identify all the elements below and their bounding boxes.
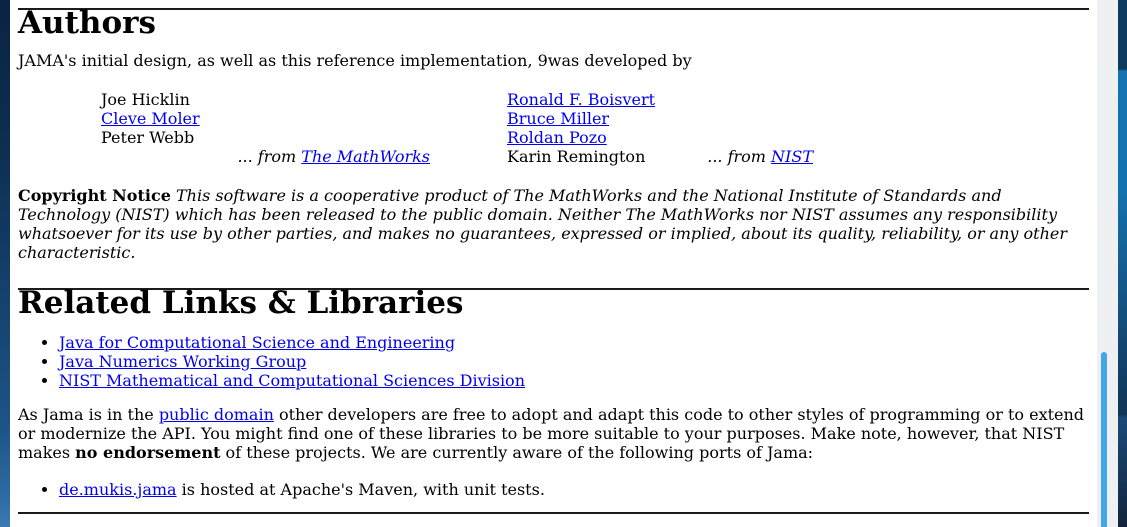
paragraph-line — [18, 443, 1089, 462]
author-karin-remington: Karin Remington — [507, 147, 646, 166]
copyright-line — [18, 243, 1089, 262]
paragraph-text: other developers are free to adopt and adapt this code to other styles of programming or to extend — [273, 405, 1085, 424]
paragraph-line — [18, 405, 1089, 424]
no-endorsement-emphasis: no endorsement — [75, 443, 221, 462]
table-spacer — [705, 109, 813, 128]
ports-paragraph — [18, 405, 1089, 462]
copyright-line — [18, 224, 1089, 243]
copyright-text: whatsoever for its use by other parties, and makes no guarantees, expressed or implied, about its quality, reliability, or any other — [18, 224, 1068, 243]
table-spacer — [430, 109, 507, 128]
paragraph-text: of these projects. We are currently aware of the following ports of Jama: — [220, 443, 814, 462]
authors-intro-paragraph: JAMA's initial design, as well as this reference implementation, 9was developed by — [18, 51, 692, 70]
author-peter-webb: Peter Webb — [101, 128, 195, 147]
paragraph-text: or modernize the API. You might find one of these libraries to be more suitable to your purposes. Make note, however, that NIST — [18, 424, 1065, 443]
port-description: is hosted at Apache's Maven, with unit tests. — [176, 480, 545, 499]
desktop-background-left — [0, 0, 10, 527]
copyright-line — [18, 205, 1089, 224]
list-item — [59, 352, 1089, 371]
link-roldan-pozo[interactable]: Roldan Pozo — [507, 128, 607, 147]
authors-heading: Authors — [18, 5, 156, 41]
copyright-text: characteristic. — [18, 243, 136, 262]
link-public-domain[interactable]: public domain — [158, 405, 274, 424]
copyright-line — [18, 186, 1089, 205]
link-de-mukis-jama[interactable]: de.mukis.jama — [59, 480, 177, 499]
link-cleve-moler[interactable]: Cleve Moler — [101, 109, 200, 128]
related-links-heading: Related Links & Libraries — [18, 285, 464, 321]
table-spacer — [705, 90, 813, 109]
link-nist[interactable]: NIST — [771, 147, 813, 166]
paragraph-text: As Jama is in the — [18, 405, 159, 424]
list-item — [59, 333, 1089, 352]
ports-list — [18, 480, 1089, 499]
horizontal-rule-bottom — [18, 512, 1089, 514]
link-bruce-miller[interactable]: Bruce Miller — [507, 109, 610, 128]
desktop-background-right — [1118, 0, 1127, 527]
author-joe-hicklin: Joe Hicklin — [101, 90, 190, 109]
page-content — [18, 5, 1089, 514]
link-ronald-f-boisvert[interactable]: Ronald F. Boisvert — [507, 90, 656, 109]
link-java-numerics-working-group[interactable]: Java Numerics Working Group — [59, 352, 307, 371]
link-java-computational-science[interactable]: Java for Computational Science and Engineering — [59, 333, 456, 352]
authors-table — [101, 90, 1089, 166]
related-links-list — [18, 333, 1089, 390]
link-the-mathworks[interactable]: The MathWorks — [301, 147, 430, 166]
table-spacer — [705, 128, 813, 147]
scrollbar-track[interactable] — [1097, 0, 1118, 527]
from-mathworks-note — [101, 147, 430, 166]
copyright-notice-label: Copyright Notice — [18, 186, 171, 205]
paragraph-line — [18, 424, 1089, 443]
table-spacer — [430, 128, 507, 147]
list-item — [59, 480, 1089, 499]
link-nist-math-sciences-division[interactable]: NIST Mathematical and Computational Sciences Division — [59, 371, 525, 390]
copyright-text: This software is a cooperative product of The MathWorks and the National Institute of Standards and — [175, 186, 1002, 205]
copyright-text: Technology (NIST) which has been released to the public domain. Neither The MathWorks nor NIST assumes any responsibility — [18, 205, 1057, 224]
browser-viewport — [10, 0, 1118, 527]
from-nist-prefix: ... from — [707, 147, 772, 166]
from-mathworks-prefix: ... from — [237, 147, 302, 166]
from-nist-note — [705, 147, 813, 166]
list-item — [59, 371, 1089, 390]
scrollbar-thumb[interactable] — [1101, 352, 1107, 527]
table-spacer — [430, 147, 507, 166]
table-spacer — [430, 90, 507, 109]
paragraph-text: makes — [18, 443, 76, 462]
copyright-notice-paragraph — [18, 186, 1089, 262]
